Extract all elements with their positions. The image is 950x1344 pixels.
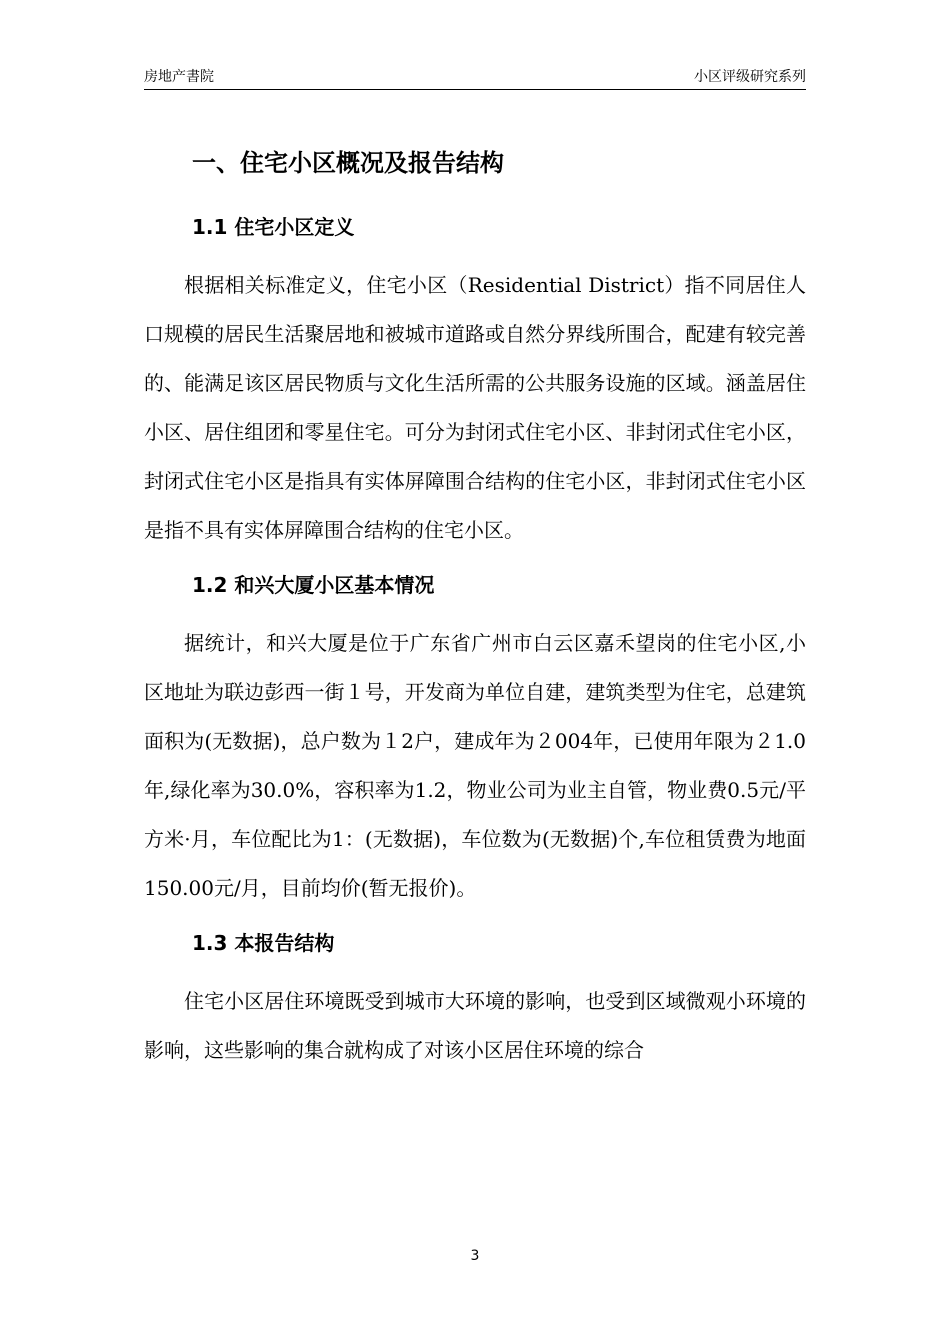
page-number: 3 — [470, 1248, 480, 1264]
section-title: 一、住宅小区概况及报告结构 — [192, 149, 504, 177]
paragraph-basic-info: 据统计，和兴大厦是位于广东省广州市白云区嘉禾望岗的住宅小区,小区地址为联边彭西一街１号，开发商为单位自建，建筑类型为住宅，总建筑面积为(无数据)，总户数为１2户，建成年为２004年，已使用年限为２1.0年,绿化率为30.0%，容积率为1.2，物业公司为业主自管，物业费0.5元/平方米·月，车位配比为1：(无数据)，车位数为(无数据)个,车位租赁费为地面150.00元/月，目前均价(暂无报价)。 — [144, 631, 806, 900]
subsection-title-1-2: 1.2 和兴大厦小区基本情况 — [192, 573, 435, 597]
header-divider — [144, 89, 806, 90]
subsection-title-1-1: 1.1 住宅小区定义 — [192, 215, 355, 239]
paragraph-report-structure: 住宅小区居住环境既受到城市大环境的影响，也受到区域微观小环境的影响，这些影响的集合就构成了对该小区居住环境的综合 — [144, 989, 806, 1062]
document-body — [144, 139, 806, 1087]
subsection-title-1-3: 1.3 本报告结构 — [192, 931, 335, 955]
paragraph-definition: 根据相关标准定义，住宅小区（Residential District）指不同居住人口规模的居民生活聚居地和被城市道路或自然分界线所围合，配建有较完善的、能满足该区居民物质与文化生活所需的公共服务设施的区域。涵盖居住小区、居住组团和零星住宅。可分为封闭式住宅小区、非封闭式住宅小区，封闭式住宅小区是指具有实体屏障围合结构的住宅小区，非封闭式住宅小区是指不具有实体屏障围合结构的住宅小区。 — [144, 273, 806, 542]
header-left-text: 房地产書院 — [144, 69, 214, 85]
header-right-text: 小区评级研究系列 — [694, 69, 806, 85]
